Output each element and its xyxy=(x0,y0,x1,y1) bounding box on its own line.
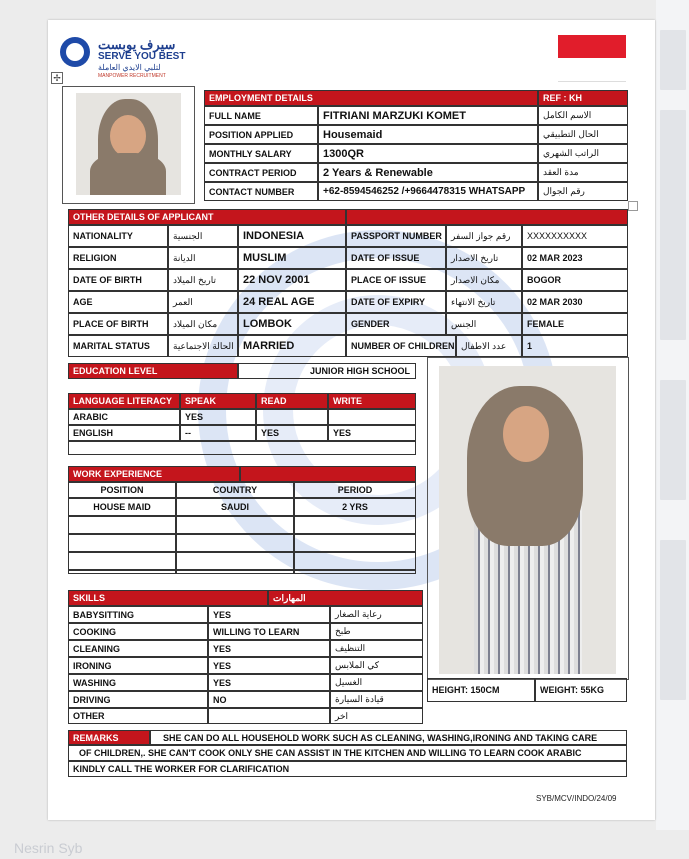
skill-label-4: WASHING xyxy=(68,674,208,691)
other-r-value-3: 02 MAR 2030 xyxy=(522,291,628,313)
emp-ar-3: مدة العقد xyxy=(538,163,628,182)
work-empty xyxy=(68,552,176,570)
lang-header-2: READ xyxy=(256,393,328,409)
other-r-label-2: PLACE OF ISSUE xyxy=(346,269,446,291)
lang-empty-row xyxy=(68,441,416,455)
emp-value-4: +62-8594546252 /+9664478315 WHATSAPP xyxy=(318,182,538,201)
work-empty xyxy=(294,552,416,570)
skill-label-5: DRIVING xyxy=(68,691,208,708)
table-move-handle-icon[interactable]: ✢ xyxy=(51,72,63,84)
logo-arabic: سيرف يوبست xyxy=(98,37,176,52)
height-value: HEIGHT: 150CM xyxy=(427,678,535,702)
other-l-ar-0: الجنسية xyxy=(168,225,238,247)
emp-ar-0: الاسم الكامل xyxy=(538,106,628,125)
other-r-label-3: DATE OF EXPIRY xyxy=(346,291,446,313)
skill-label-1: COOKING xyxy=(68,623,208,640)
other-r-ar-1: تاريخ الاصدار xyxy=(446,247,522,269)
lang-header-1: SPEAK xyxy=(180,393,256,409)
reference-code: SYB/MCV/INDO/24/09 xyxy=(536,794,617,803)
other-r-value-0: XXXXXXXXXX xyxy=(522,225,628,247)
emp-value-2: 1300QR xyxy=(318,144,538,163)
work-empty xyxy=(176,516,294,534)
employment-header: EMPLOYMENT DETAILS xyxy=(204,90,538,106)
work-col-2: PERIOD xyxy=(294,482,416,498)
other-r-value-4: FEMALE xyxy=(522,313,628,335)
emp-label-2: MONTHLY SALARY xyxy=(204,144,318,163)
work-cell-0-0: HOUSE MAID xyxy=(68,498,176,516)
other-l-label-3: AGE xyxy=(68,291,168,313)
skill-ar-5: قيادة السيارة xyxy=(330,691,423,708)
emp-label-4: CONTACT NUMBER xyxy=(204,182,318,201)
skill-ar-3: كي الملابس xyxy=(330,657,423,674)
skill-ar-2: التنظيف xyxy=(330,640,423,657)
other-l-ar-5: الحالة الاجتماعية xyxy=(168,335,238,357)
work-col-0: POSITION xyxy=(68,482,176,498)
other-l-ar-1: الديانة xyxy=(168,247,238,269)
other-r-ar-5: عدد الاطفال xyxy=(456,335,522,357)
emp-label-0: FULL NAME xyxy=(204,106,318,125)
other-l-value-5: MARRIED xyxy=(238,335,346,357)
skill-label-2: CLEANING xyxy=(68,640,208,657)
other-r-value-5: 1 xyxy=(522,335,628,357)
emp-ar-1: الحال التطبيقي xyxy=(538,125,628,144)
education-label: EDUCATION LEVEL xyxy=(68,363,238,379)
logo-tagline: MANPOWER RECRUITMENT xyxy=(98,73,166,79)
lang-cell-1-0: ENGLISH xyxy=(68,425,180,441)
other-l-ar-4: مكان الميلاد xyxy=(168,313,238,335)
other-l-value-4: LOMBOK xyxy=(238,313,346,335)
resize-handle-icon[interactable] xyxy=(628,201,638,211)
other-r-label-1: DATE OF ISSUE xyxy=(346,247,446,269)
work-empty xyxy=(294,570,416,574)
emp-label-1: POSITION APPLIED xyxy=(204,125,318,144)
work-empty xyxy=(294,534,416,552)
footer-user: Nesrin Syb xyxy=(14,840,83,856)
emp-ar-2: الراتب الشهري xyxy=(538,144,628,163)
other-r-ar-2: مكان الاصدار xyxy=(446,269,522,291)
skill-ar-1: طبخ xyxy=(330,623,423,640)
work-empty xyxy=(68,534,176,552)
remarks-line1: SHE CAN DO ALL HOUSEHOLD WORK SUCH AS CLEANING, WASHING,IRONING AND TAKING CARE xyxy=(150,730,627,745)
weight-value: WEIGHT: 55KG xyxy=(535,678,627,702)
work-empty xyxy=(68,570,176,574)
education-value: JUNIOR HIGH SCHOOL xyxy=(238,363,416,379)
skill-value-5: NO xyxy=(208,691,330,708)
other-r-value-2: BOGOR xyxy=(522,269,628,291)
other-r-label-5: NUMBER OF CHILDREN xyxy=(346,335,456,357)
other-l-value-2: 22 NOV 2001 xyxy=(238,269,346,291)
logo-english: SERVE YOU BEST xyxy=(98,51,186,62)
skill-value-1: WILLING TO LEARN xyxy=(208,623,330,640)
skill-ar-6: اخر xyxy=(330,708,423,724)
other-l-label-0: NATIONALITY xyxy=(68,225,168,247)
lang-cell-1-2: YES xyxy=(256,425,328,441)
skill-ar-0: رعاية الصغار xyxy=(330,606,423,623)
emp-ar-4: رقم الجوال xyxy=(538,182,628,201)
lang-cell-1-3: YES xyxy=(328,425,416,441)
work-empty xyxy=(68,516,176,534)
footer-bar xyxy=(0,830,689,859)
other-l-label-4: PLACE OF BIRTH xyxy=(68,313,168,335)
lang-header-3: WRITE xyxy=(328,393,416,409)
logo-arabic-sub: لتلبي الايدي العاملة xyxy=(98,63,161,72)
lang-cell-0-0: ARABIC xyxy=(68,409,180,425)
emp-value-0: FITRIANI MARZUKI KOMET xyxy=(318,106,538,125)
skill-value-4: YES xyxy=(208,674,330,691)
indonesia-flag-icon xyxy=(558,35,626,81)
lang-cell-0-2 xyxy=(256,409,328,425)
remarks-line2: OF CHILDREN,. SHE CAN'T COOK ONLY SHE CAN ASSIST IN THE KITCHEN AND WILLING TO LEARN COOK ARABIC xyxy=(68,745,627,761)
skills-header: SKILLS xyxy=(68,590,268,606)
work-cell-0-1: SAUDI xyxy=(176,498,294,516)
lang-cell-0-3 xyxy=(328,409,416,425)
remarks-label: REMARKS xyxy=(68,730,150,745)
other-r-ar-3: تاريخ الانتهاء xyxy=(446,291,522,313)
other-r-ar-0: رقم جواز السفر xyxy=(446,225,522,247)
other-l-ar-2: تاريخ الميلاد xyxy=(168,269,238,291)
other-r-ar-4: الجنس xyxy=(446,313,522,335)
skill-value-6 xyxy=(208,708,330,724)
skills-header-ar: المهارات xyxy=(268,590,423,606)
other-l-value-3: 24 REAL AGE xyxy=(238,291,346,313)
cv-page xyxy=(48,20,655,820)
portrait-small xyxy=(62,86,195,204)
work-empty xyxy=(176,570,294,574)
work-header: WORK EXPERIENCE xyxy=(68,466,240,482)
ref-code: REF : KH xyxy=(538,90,628,106)
other-l-value-0: INDONESIA xyxy=(238,225,346,247)
other-r-label-4: GENDER xyxy=(346,313,446,335)
work-empty xyxy=(176,552,294,570)
portrait-full-body xyxy=(427,357,629,680)
side-panel-strip xyxy=(656,0,689,859)
work-cell-0-2: 2 YRS xyxy=(294,498,416,516)
emp-value-1: Housemaid xyxy=(318,125,538,144)
skill-label-0: BABYSITTING xyxy=(68,606,208,623)
work-empty xyxy=(294,516,416,534)
work-empty xyxy=(176,534,294,552)
emp-label-3: CONTRACT PERIOD xyxy=(204,163,318,182)
other-l-label-1: RELIGION xyxy=(68,247,168,269)
emp-value-3: 2 Years & Renewable xyxy=(318,163,538,182)
other-l-value-1: MUSLIM xyxy=(238,247,346,269)
other-header-right xyxy=(346,209,628,225)
lang-cell-0-1: YES xyxy=(180,409,256,425)
skill-ar-4: الغسيل xyxy=(330,674,423,691)
other-r-label-0: PASSPORT NUMBER xyxy=(346,225,446,247)
skill-value-2: YES xyxy=(208,640,330,657)
other-r-value-1: 02 MAR 2023 xyxy=(522,247,628,269)
other-l-ar-3: العمر xyxy=(168,291,238,313)
lang-header-0: LANGUAGE LITERACY xyxy=(68,393,180,409)
remarks-line3: KINDLY CALL THE WORKER FOR CLARIFICATION xyxy=(68,761,627,777)
other-l-label-5: MARITAL STATUS xyxy=(68,335,168,357)
lang-cell-1-1: -- xyxy=(180,425,256,441)
work-col-1: COUNTRY xyxy=(176,482,294,498)
company-logo-icon xyxy=(60,37,90,67)
skill-label-6: OTHER xyxy=(68,708,208,724)
other-l-label-2: DATE OF BIRTH xyxy=(68,269,168,291)
work-header-right xyxy=(240,466,416,482)
other-header: OTHER DETAILS OF APPLICANT xyxy=(68,209,346,225)
skill-value-0: YES xyxy=(208,606,330,623)
skill-value-3: YES xyxy=(208,657,330,674)
skill-label-3: IRONING xyxy=(68,657,208,674)
